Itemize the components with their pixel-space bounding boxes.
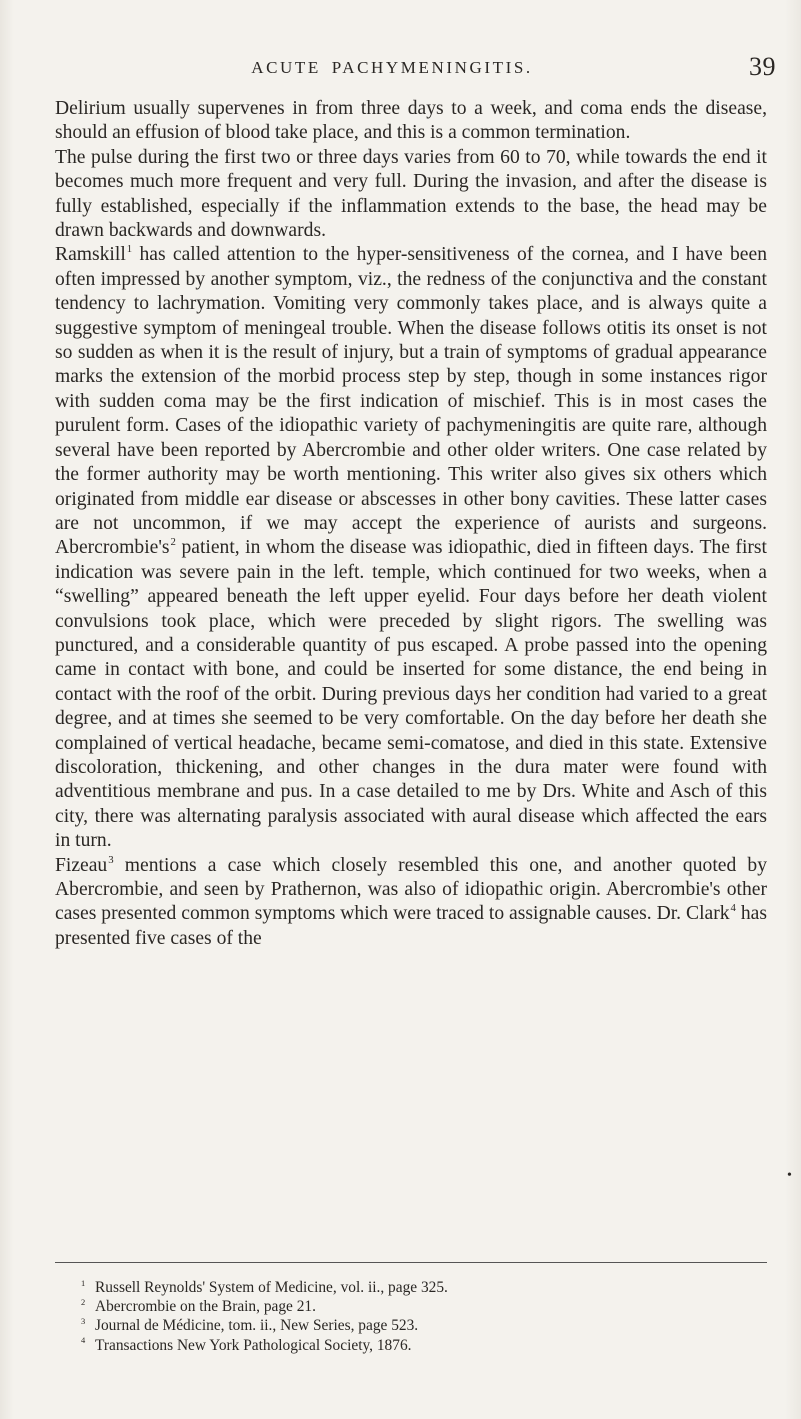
footnote: $^2$ Abercrombie on the Brain, page 21.: [81, 1296, 316, 1316]
paragraph-text: has presented five cases of the: [55, 903, 767, 949]
footnote-text: Abercrombie on the Brain, page 21.: [95, 1298, 316, 1316]
footnote-rule: [55, 1262, 767, 1263]
paragraph-ramskill: [55, 243, 767, 853]
footnote-ref: 1: [126, 243, 133, 256]
paragraph-text: The pulse during the first two or three days varies from 60 to 70, while towards the end it becomes much more frequent and very full. During the invasion, and after the disease is fully established, especially if the inflammation extends to the base, the head may be drawn backwards and downwards.: [55, 146, 767, 242]
paragraph-fizeau: [55, 854, 767, 952]
paragraph-text: patient, in whom the disease was idiopathic, died in fifteen days. The first indication was severe pain in the left. temple, which continued for two weeks, when a “swelling” appeared beneath the left upper eyelid. Four days before her death violent convulsions took place, which were preceded by slight rigors. The swelling was punctured, and a considerable quantity of pus escaped. A probe passed into the opening came in contact with bone, and could be inserted for some distance, the end being in contact with the roof of the orbit. During previous days her condition had varied to a great degree, and at times she seemed to be very comfortable. On the day before her death she complained of vertical headache, became semi-comatose, and died in this state. Extensive discoloration, thickening, and other changes in the dura mater were found with adventitious membrane and pus. In a case detailed to me by Drs. White and Asch of this city, there was alternating paralysis associated with aural disease which affected the ears in turn.: [55, 537, 767, 852]
footnotes: [80, 1278, 760, 1355]
running-title: ACUTE PACHYMENINGITIS.: [251, 58, 533, 77]
footnote: $^3$ Journal de Médicine, tom. ii., New Series, page 523.: [81, 1316, 419, 1335]
body-text: [55, 97, 767, 951]
footnote-ref: 2: [170, 536, 176, 549]
footnote: $^1$ Russell Reynolds' System of Medicine, vol. ii., page 325.: [81, 1277, 448, 1296]
paragraph-pulse: [55, 146, 767, 244]
paragraph-delirium: [55, 97, 767, 146]
paragraph-text: Delirium usually supervenes in from three days to a week, and coma ends the disease, should an effusion of blood take place, and this is a common termination.: [55, 98, 767, 144]
footnote: $^4$ Transactions New York Pathological Society, 1876.: [81, 1335, 412, 1354]
paragraph-text: Fizeau: [55, 854, 108, 876]
paragraph-text: mentions a case which closely resembled this one, and another quoted by Abercrombie, and seen by Prathernon, was also of idiopathic origin. Abercrombie's other cases presented common symptoms which were traced to assignable causes. Dr. Clark: [55, 854, 767, 925]
footnote-text: Transactions New York Pathological Society, 1876.: [95, 1336, 412, 1354]
paragraph-text: has called attention to the hyper-sensitiveness of the cornea, and I have been often impressed by another symptom, viz., the redness of the conjunctiva and the constant tendency to lachrymation. Vomiting very commonly takes place, and is always quite a suggestive symptom of meningeal trouble. When the disease follows otitis its onset is not so sudden as when it is the result of injury, but a train of symptoms of gradual appearance marks the extension of the morbid process step by step, though in some instances rigor with sudden coma may be the first indication of mischief. This is in most cases the purulent form. Cases of the idiopathic variety of pachymeningitis are quite rare, although several have been reported by Abercrombie and other older writers. One case related by the former authority may be worth mentioning. This writer also gives six others which originated from middle ear disease or abscesses in other bony cavities. These latter cases are not uncommon, if we may accept the experience of aurists and surgeons. Abercrombie's: [55, 244, 767, 559]
footnote-ref: 3: [108, 853, 114, 866]
running-head: [40, 52, 776, 84]
page-number: 39: [749, 52, 776, 81]
footnote-ref: 4: [730, 902, 736, 915]
footnote-text: Journal de Médicine, tom. ii., New Series, page 523.: [95, 1317, 419, 1335]
footnote-text: Russell Reynolds' System of Medicine, vol. ii., page 325.: [95, 1279, 448, 1296]
paragraph-text: Ramskill: [55, 244, 126, 266]
margin-mark: •: [787, 1168, 792, 1183]
